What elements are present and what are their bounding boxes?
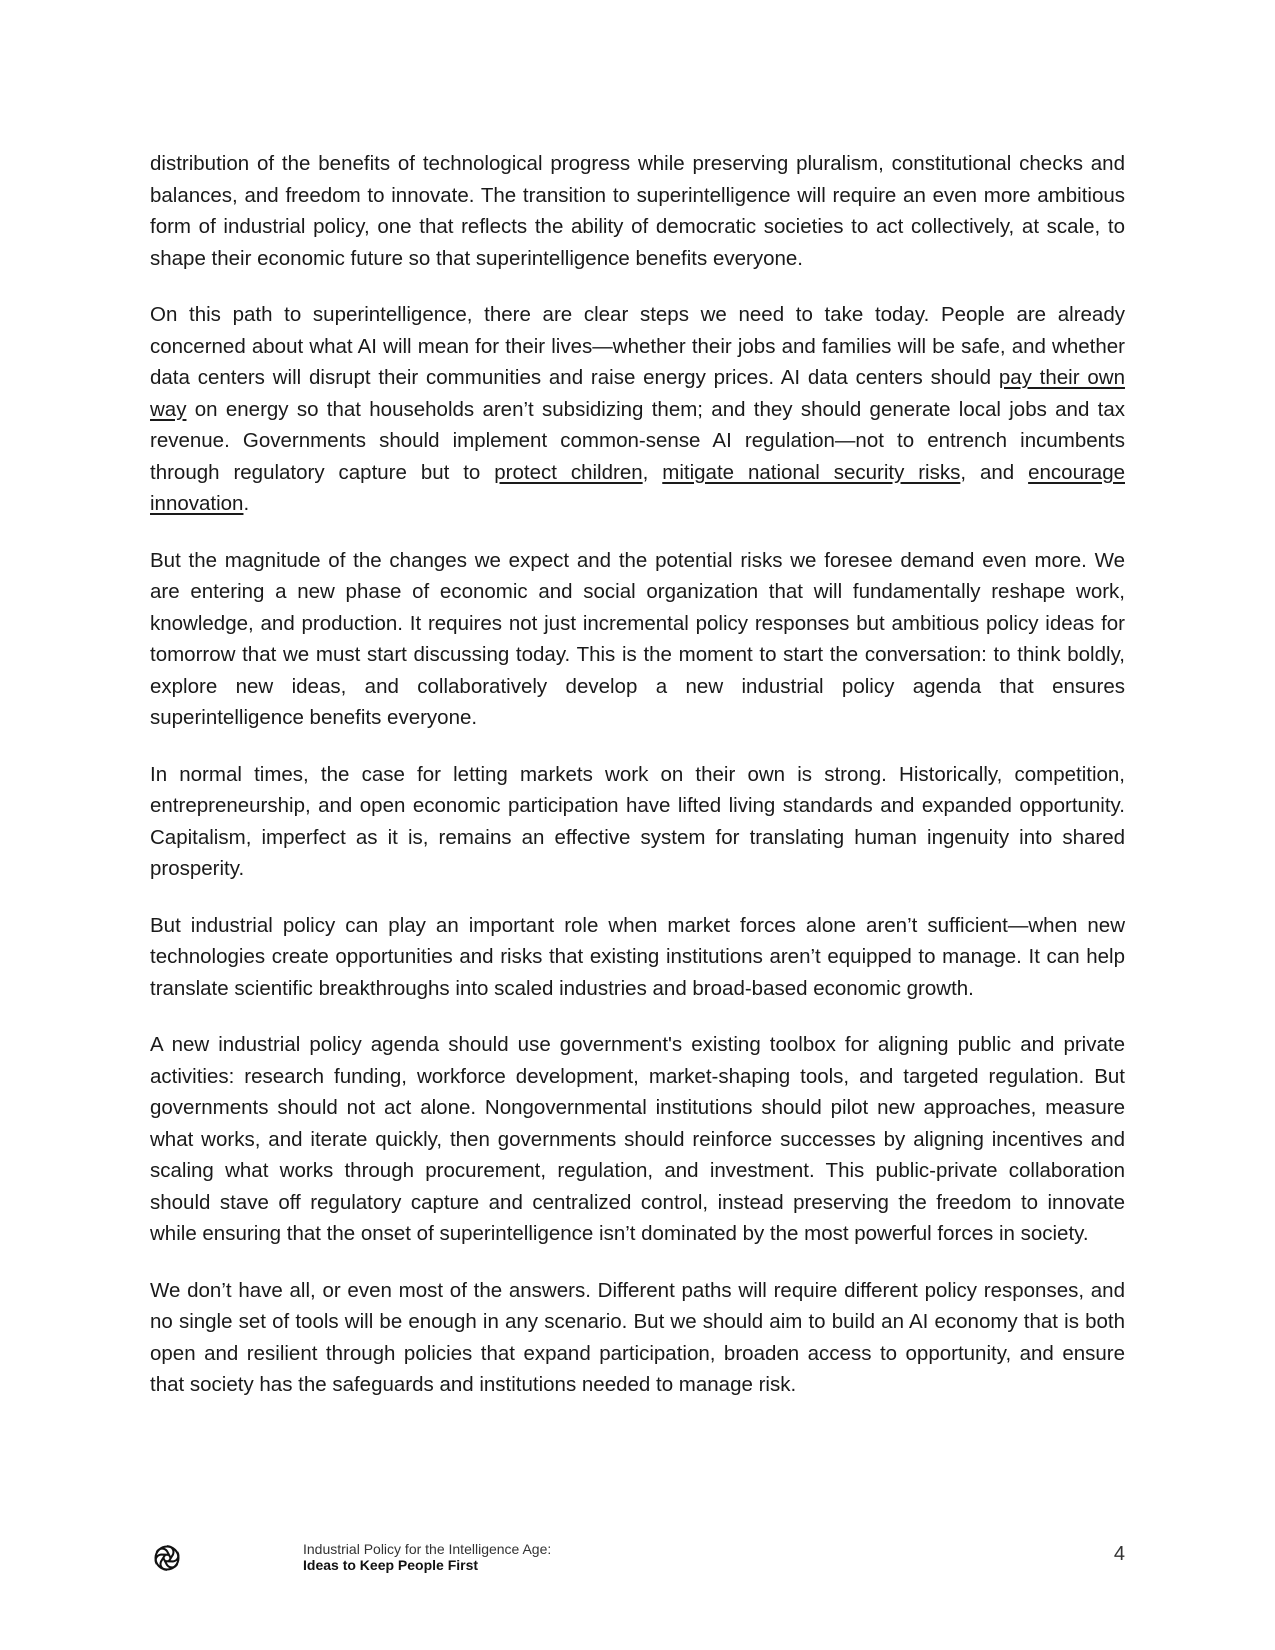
paragraph [150,299,1125,520]
footer-subtitle: Ideas to Keep People First [303,1557,479,1573]
paragraph [150,759,1125,885]
inline-link[interactable]: pay their own way [150,366,1125,421]
inline-link[interactable]: mitigate national security risks [662,460,961,484]
paragraph-text: distribution of the benefits of technological progress while preserving pluralism, constitutional checks and balances, and freedom to innovate. The transition to superintelligence will require an even more ambitious form of industrial policy, one that reflects the ability of democratic societies to act collectively, at scale, to shape their economic future so that superintelligence benefits everyone. [150,152,1125,270]
paragraph [150,1029,1125,1250]
paragraph-text: But the magnitude of the changes we expect and the potential risks we foresee demand even more. We are entering a new phase of economic and social organization that will fundamentally reshape work, knowledge, and production. It requires not just incremental policy responses but ambitious policy ideas for tomorrow that we must start discussing today. This is the moment to start the conversation: to think boldly, explore new ideas, and collaboratively develop a new industrial policy agenda that ensures superintelligence benefits everyone. [150,548,1125,729]
paragraph [150,1275,1125,1401]
paragraph [150,148,1125,274]
document-body [150,148,1125,1426]
paragraph [150,545,1125,734]
footer-document-title [303,1541,551,1573]
paragraph-text: . [243,492,250,515]
openai-logo-icon [150,1541,184,1575]
paragraph-text: In normal times, the case for letting markets work on their own is strong. Historically, competition, entrepreneurship, and open economic participation have lifted living standards and expanded opportunity. Capitalism, imperfect as it is, remains an effective system for translating human ingenuity into shared prosperity. [150,762,1125,880]
paragraph-text: On this path to superintelligence, there are clear steps we need to take today. People are already concerned about what AI will mean for their lives—whether their jobs and families will be safe, and whether data centers will disrupt their communities and raise energy prices. AI data centers should [150,303,1125,389]
paragraph-text: We don’t have all, or even most of the answers. Different paths will require different policy responses, and no single set of tools will be enough in any scenario. But we should aim to build an AI economy that is both open and resilient through policies that expand participation, broaden access to opportunity, and ensure that society has the safeguards and institutions needed to manage risk. [150,1278,1125,1396]
page-footer [150,1535,1125,1579]
page-number: 4 [1113,1543,1125,1565]
footer-title: Industrial Policy for the Intelligence Age: [303,1541,552,1557]
paragraph-text: , and [960,460,1029,484]
inline-link[interactable]: protect children [494,460,643,484]
paragraph-text: , [642,460,663,484]
paragraph-text: A new industrial policy agenda should use government's existing toolbox for aligning public and private activities: research funding, workforce development, market-shaping tools, and targeted regulation. But governments should not act alone. Nongovernmental institutions should pilot new approaches, measure what works, and iterate quickly, then governments should reinforce successes by aligning incentives and scaling what works through procurement, regulation, and investment. This public-private collaboration should stave off regulatory capture and centralized control, instead preserving the freedom to innovate while ensuring that the onset of superintelligence isn’t dominated by the most powerful forces in society. [150,1033,1125,1245]
paragraph [150,910,1125,1005]
paragraph-text: But industrial policy can play an important role when market forces alone aren’t sufficient—when new technologies create opportunities and risks that existing institutions aren’t equipped to manage. It can help translate scientific breakthroughs into scaled industries and broad-based economic growth. [150,913,1125,1000]
paragraph-text: on energy so that households aren’t subsidizing them; and they should generate local jobs and tax revenue. Governments should implement common-sense AI regulation—not to entrench incumbents through regulatory capture but to [150,397,1125,484]
inline-link[interactable]: encourage innovation [150,460,1125,515]
